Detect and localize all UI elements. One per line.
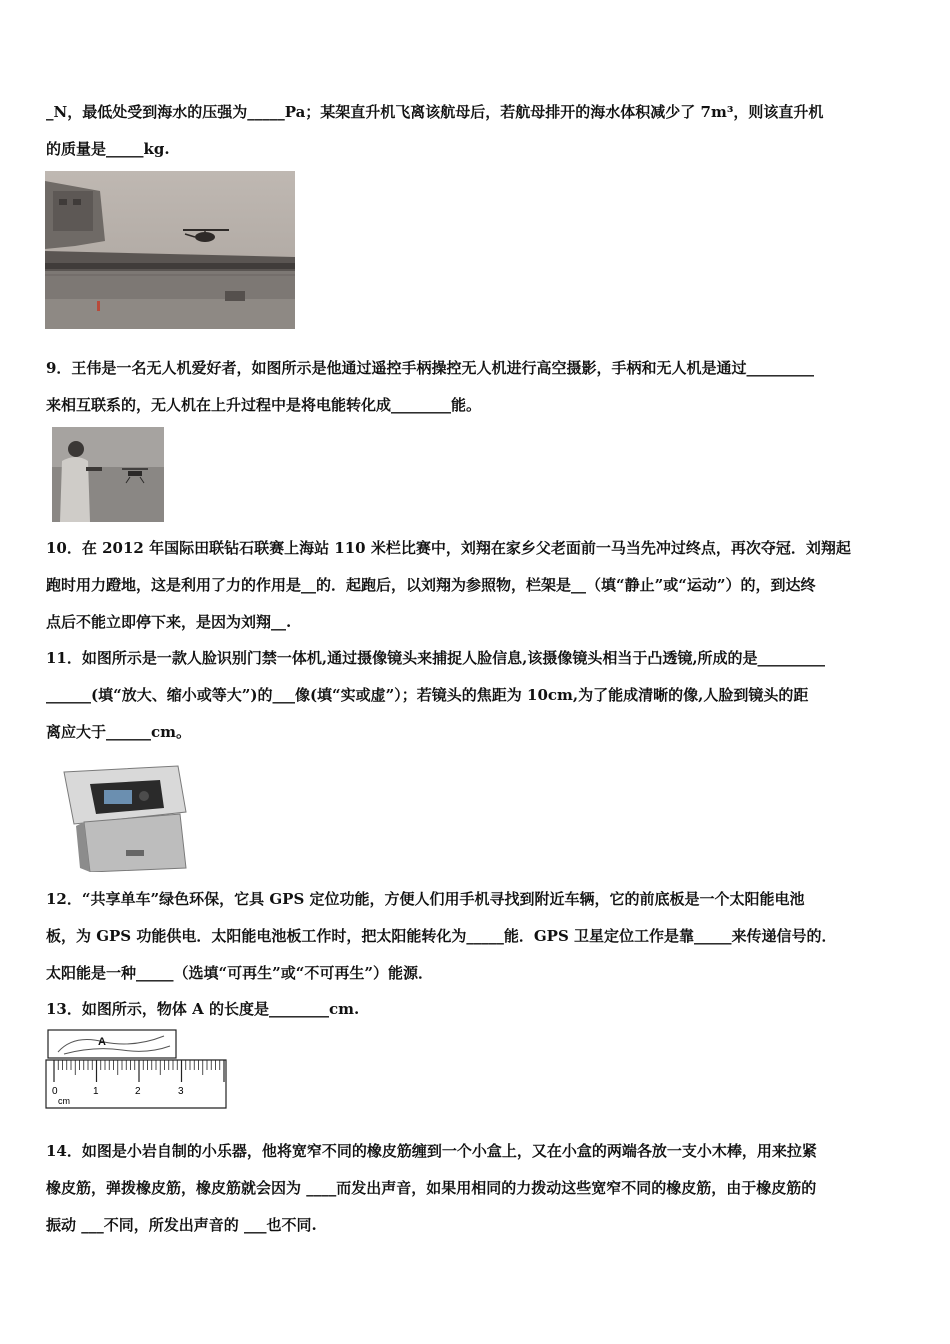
ruler-drawing [44,1028,230,1112]
q10-line-2: 跑时用力蹬地，这是利用了力的作用是__的．起跑后，以刘翔为参照物，栏架是__（填“静止”或“运动”）的，到达终 [46,576,816,594]
q11-line-3: 离应大于______cm。 [46,723,192,741]
ruler-body [46,1060,226,1108]
ruler-unit-label: cm [58,1096,70,1106]
object-a-label: A [98,1036,106,1048]
ruler-tick-label-3: 3 [178,1086,184,1097]
q10-line-3: 点后不能立即停下来，是因为刘翔__. [46,613,292,631]
aircraft-carrier-photo [45,171,295,329]
q12-line-1: 12．“共享单车”绿色环保，它具 GPS 定位功能，方便人们用手机寻找到附近车辆，它的前底板是一个太阳能电池 [46,890,805,908]
terminal-drawing [60,764,190,872]
q9-line-2: 来相互联系的，无人机在上升过程中是将电能转化成________能。 [46,396,482,414]
drone-operator-image [52,427,164,522]
q12-line-3: 太阳能是一种_____（选填“可再生”或“不可再生”）能源． [46,964,434,982]
q11-line-2: ______(填“放大、缩小或等大”)的___像(填“实或虚”）；若镜头的焦距为 10cm,为了能成清晰的像,人脸到镜头的距 [46,686,809,704]
q11-line-1: 11．如图所示是一款人脸识别门禁一体机,通过摄像镜头来捕捉人脸信息,该摄像镜头相当于凸透镜,所成的是_________ [46,649,826,667]
ruler-tick-label-2: 2 [135,1086,141,1097]
q13-line-1: 13．如图所示，物体 A 的长度是________cm. [46,1000,360,1018]
q10-line-1: 10．在 2012 年国际田联钻石联赛上海站 110 米栏比赛中，刘翔在家乡父老面前一马当先冲过终点，再次夺冠．刘翔起 [46,539,851,557]
aircraft-carrier-image [45,171,295,329]
ruler-figure [44,1028,230,1112]
q8-line-1: _N，最低处受到海水的压强为_____Pa；某架直升机飞离该航母后，若航母排开的海水体积减少了 7m³，则该直升机 [46,103,824,121]
drone-photo [52,427,164,522]
q12-line-2: 板，为 GPS 功能供电．太阳能电池板工作时，把太阳能转化为_____能．GPS 卫星定位工作是靠_____来传递信号的． [46,927,837,945]
ruler-tick-label-1: 1 [93,1086,99,1097]
q14-line-1: 14．如图是小岩自制的小乐器，他将宽窄不同的橡皮筋缠到一个小盒上，又在小盒的两端各放一支小木棒，用来拉紧 [46,1142,817,1160]
face-recognition-terminal-image [60,764,190,872]
q8-line-2: 的质量是_____kg. [46,140,170,158]
ruler-tick-label-0: 0 [52,1086,58,1097]
q9-line-1: 9．王伟是一名无人机爱好者，如图所示是他通过遥控手柄操控无人机进行高空摄影，手柄和无人机是通过_________ [46,359,814,377]
q14-line-2: 橡皮筋，弹拨橡皮筋，橡皮筋就会因为 ____而发出声音，如果用相同的力拨动这些宽窄不同的橡皮筋，由于橡皮筋的 [46,1179,817,1197]
q14-line-3: 振动 ___不同，所发出声音的 ___也不同. [46,1216,317,1234]
